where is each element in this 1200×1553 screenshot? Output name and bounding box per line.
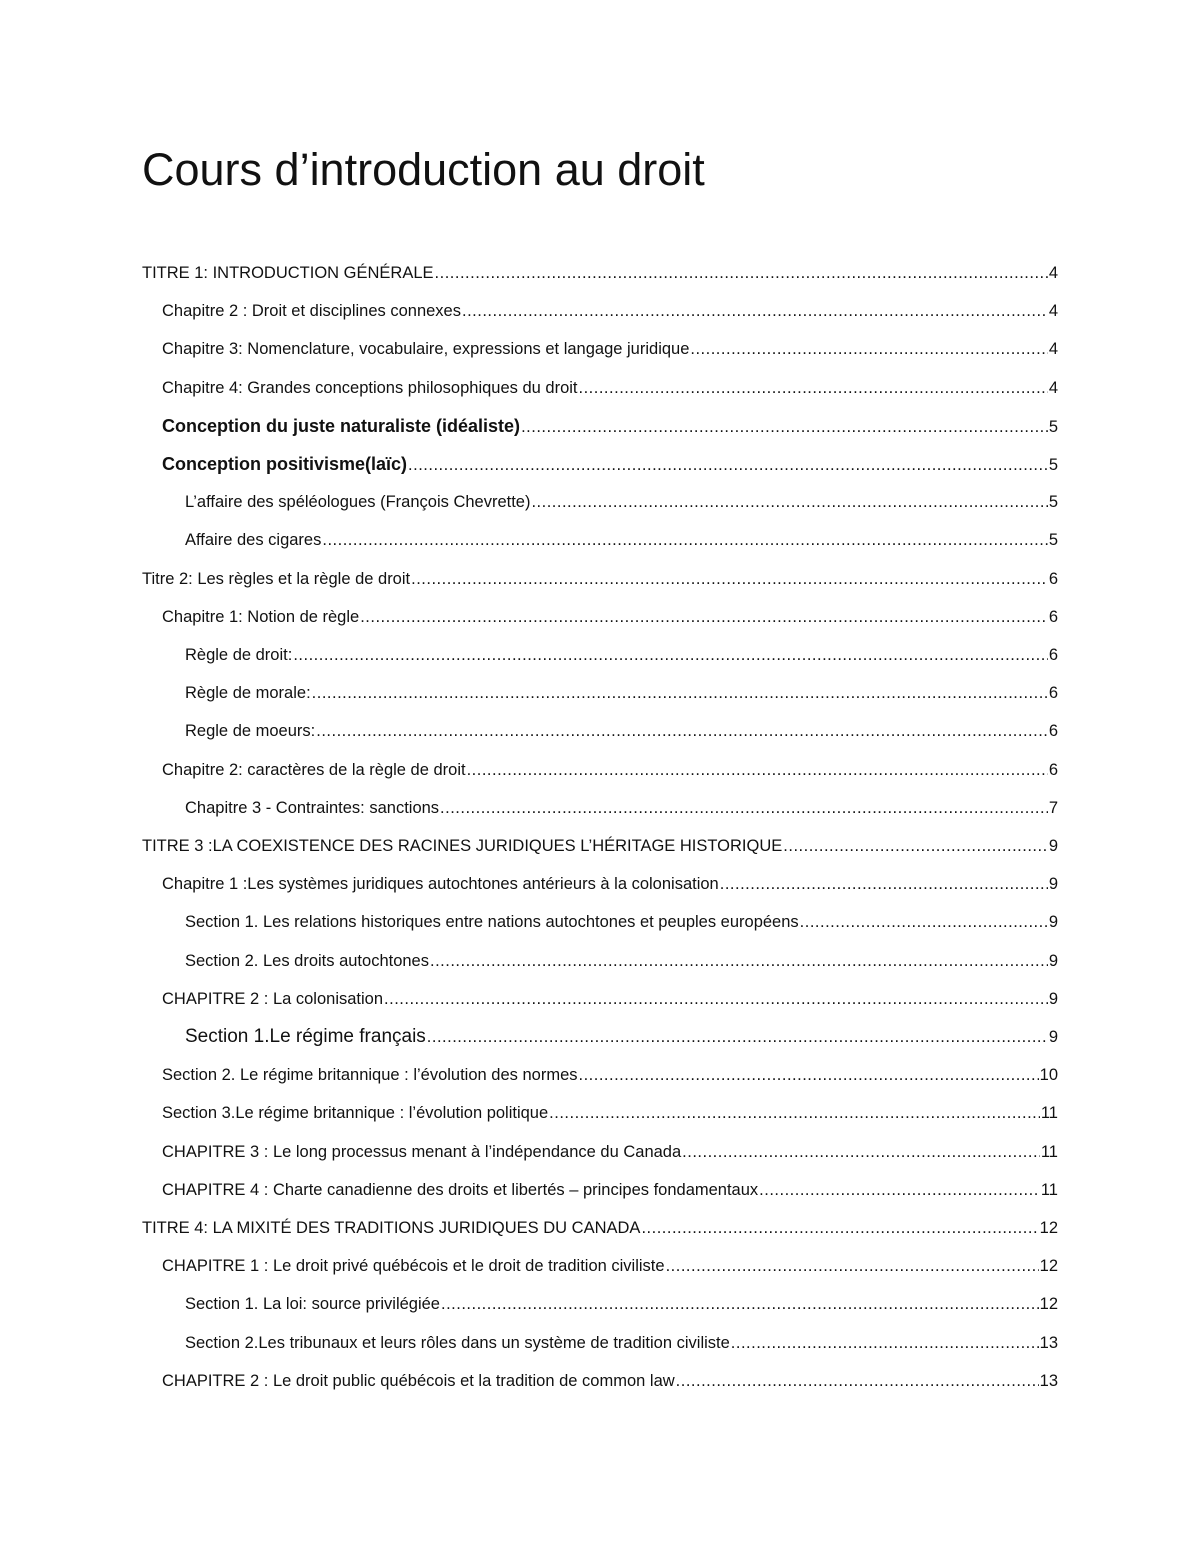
toc-entry[interactable]: [185, 789, 1058, 827]
toc-entry-page-number: 13: [1039, 1333, 1058, 1352]
toc-entry-label: Conception positivisme(laïc): [162, 454, 408, 474]
toc-entry[interactable]: [142, 827, 1058, 865]
toc-entry[interactable]: [185, 712, 1058, 750]
toc-entry-page-number: 11: [1040, 1104, 1058, 1123]
toc-entry[interactable]: [162, 1362, 1058, 1400]
toc-entry-page-number: 11: [1040, 1180, 1058, 1199]
toc-entry[interactable]: [185, 636, 1058, 674]
toc-entry[interactable]: [142, 560, 1058, 598]
dot-leader: [720, 865, 1048, 903]
toc-entry[interactable]: [185, 1018, 1058, 1056]
toc-entry-label: L’affaire des spéléologues (François Chevrette): [185, 493, 531, 512]
toc-entry-page-number: 6: [1048, 569, 1058, 588]
dot-leader: [676, 1362, 1039, 1400]
toc-entry[interactable]: [162, 445, 1058, 483]
toc-entry-label: Affaire des cigares: [185, 531, 322, 550]
toc-entry[interactable]: [185, 521, 1058, 559]
toc-entry-label: TITRE 4: LA MIXITÉ DES TRADITIONS JURIDIQUES DU CANADA: [142, 1219, 641, 1237]
dot-leader: [316, 712, 1048, 750]
toc-entry-label: Règle de morale:: [185, 684, 311, 703]
dot-leader: [427, 1018, 1048, 1056]
toc-entry[interactable]: [162, 1133, 1058, 1171]
toc-entry-label: TITRE 3 :LA COEXISTENCE DES RACINES JURIDIQUES L’HÉRITAGE HISTORIQUE: [142, 837, 783, 855]
toc-entry-page-number: 5: [1048, 531, 1058, 550]
dot-leader: [322, 521, 1047, 559]
toc-entry-page-number: 9: [1048, 951, 1058, 970]
toc-entry[interactable]: [162, 980, 1058, 1018]
toc-entry[interactable]: [185, 942, 1058, 980]
toc-entry-page-number: 6: [1048, 760, 1058, 779]
toc-entry-page-number: 13: [1039, 1371, 1058, 1390]
toc-entry-page-number: 6: [1048, 684, 1058, 703]
dot-leader: [800, 903, 1048, 941]
toc-entry-page-number: 5: [1048, 456, 1058, 474]
toc-entry[interactable]: [185, 1324, 1058, 1362]
dot-leader: [682, 1133, 1040, 1171]
toc-entry-label: Chapitre 2 : Droit et disciplines connexes: [162, 302, 461, 321]
toc-entry-label: CHAPITRE 2 : La colonisation: [162, 989, 384, 1008]
document-title: Cours d’introduction au droit: [142, 144, 705, 195]
dot-leader: [411, 560, 1048, 598]
toc-entry-label: Section 2. Le régime britannique : l’évolution des normes: [162, 1066, 578, 1085]
dot-leader: [312, 674, 1048, 712]
toc-entry-label: Section 2. Les droits autochtones: [185, 951, 429, 970]
toc-entry[interactable]: [162, 1247, 1058, 1285]
toc-entry-label: TITRE 1: INTRODUCTION GÉNÉRALE: [142, 264, 434, 282]
dot-leader: [783, 827, 1048, 865]
dot-leader: [690, 330, 1047, 368]
toc-entry[interactable]: [142, 1209, 1058, 1247]
toc-entry-page-number: 5: [1048, 493, 1058, 512]
dot-leader: [435, 254, 1048, 292]
toc-entry-label: Section 2.Les tribunaux et leurs rôles dans un système de tradition civiliste: [185, 1333, 730, 1352]
toc-entry-label: Chapitre 4: Grandes conceptions philosophiques du droit: [162, 378, 578, 397]
toc-entry-page-number: 9: [1048, 989, 1058, 1008]
dot-leader: [641, 1209, 1038, 1247]
dot-leader: [731, 1324, 1039, 1362]
dot-leader: [440, 789, 1048, 827]
toc-entry-page-number: 4: [1048, 302, 1058, 321]
toc-entry-page-number: 10: [1039, 1066, 1058, 1085]
toc-entry-label: Chapitre 2: caractères de la règle de droit: [162, 760, 466, 779]
toc-entry-label: Section 1.Le régime français: [185, 1026, 426, 1047]
toc-entry[interactable]: [162, 598, 1058, 636]
toc-entry[interactable]: [162, 1094, 1058, 1132]
dot-leader: [666, 1247, 1039, 1285]
toc-entry[interactable]: [162, 751, 1058, 789]
toc-entry[interactable]: [162, 1056, 1058, 1094]
toc-entry-page-number: 9: [1048, 913, 1058, 932]
toc-entry-label: CHAPITRE 2 : Le droit public québécois et la tradition de common law: [162, 1371, 675, 1390]
toc-entry-page-number: 7: [1048, 798, 1058, 817]
toc-entry-page-number: 12: [1039, 1219, 1058, 1237]
dot-leader: [408, 446, 1048, 484]
toc-entry[interactable]: [185, 1285, 1058, 1323]
toc-entry[interactable]: [162, 369, 1058, 407]
toc-entry-label: Section 1. Les relations historiques entre nations autochtones et peuples européens: [185, 913, 799, 932]
dot-leader: [430, 942, 1048, 980]
dot-leader: [293, 636, 1047, 674]
dot-leader: [521, 408, 1048, 446]
toc-entry-page-number: 4: [1048, 264, 1058, 282]
dot-leader: [549, 1094, 1040, 1132]
toc-entry[interactable]: [162, 1171, 1058, 1209]
toc-entry-page-number: 6: [1048, 722, 1058, 741]
toc-entry-label: Regle de moeurs:: [185, 722, 316, 741]
toc-entry-page-number: 12: [1039, 1257, 1058, 1276]
toc-entry[interactable]: [162, 865, 1058, 903]
dot-leader: [759, 1171, 1040, 1209]
toc-entry-page-number: 4: [1048, 378, 1058, 397]
toc-entry-label: CHAPITRE 4 : Charte canadienne des droits et libertés – principes fondamentaux: [162, 1180, 759, 1199]
toc-entry[interactable]: [185, 903, 1058, 941]
toc-entry[interactable]: [162, 330, 1058, 368]
toc-entry-page-number: 6: [1048, 607, 1058, 626]
toc-entry-label: Conception du juste naturaliste (idéaliste): [162, 415, 521, 436]
toc-entry-label: Chapitre 1: Notion de règle: [162, 607, 360, 626]
toc-entry-label: Section 1. La loi: source privilégiée: [185, 1295, 440, 1314]
dot-leader: [462, 292, 1048, 330]
toc-entry-label: Chapitre 3: Nomenclature, vocabulaire, expressions et langage juridique: [162, 340, 690, 359]
toc-entry[interactable]: [142, 254, 1058, 292]
toc-entry-page-number: 5: [1048, 417, 1058, 436]
toc-entry[interactable]: [162, 292, 1058, 330]
toc-entry-label: Section 3.Le régime britannique : l’évolution politique: [162, 1104, 549, 1123]
toc-entry-page-number: 11: [1040, 1142, 1058, 1161]
dot-leader: [579, 1056, 1039, 1094]
toc-entry-page-number: 9: [1048, 875, 1058, 894]
dot-leader: [579, 369, 1048, 407]
toc-entry-page-number: 9: [1048, 837, 1058, 855]
toc-entry-page-number: 9: [1048, 1028, 1058, 1046]
toc-entry-label: CHAPITRE 1 : Le droit privé québécois et le droit de tradition civiliste: [162, 1257, 665, 1276]
dot-leader: [384, 980, 1048, 1018]
toc-entry-label: Chapitre 3 - Contraintes: sanctions: [185, 798, 440, 817]
toc-entry-label: Chapitre 1 :Les systèmes juridiques autochtones antérieurs à la colonisation: [162, 875, 719, 894]
toc-entry-page-number: 4: [1048, 340, 1058, 359]
toc-entry-label: Règle de droit:: [185, 646, 293, 664]
toc-entry-page-number: 6: [1048, 646, 1058, 664]
toc-entry-label: CHAPITRE 3 : Le long processus menant à l’indépendance du Canada: [162, 1142, 682, 1161]
toc-entry[interactable]: [185, 483, 1058, 521]
toc-entry-label: Titre 2: Les règles et la règle de droit: [142, 569, 411, 588]
dot-leader: [360, 598, 1048, 636]
toc-entry-page-number: 12: [1039, 1295, 1058, 1314]
dot-leader: [467, 751, 1048, 789]
dot-leader: [441, 1285, 1039, 1323]
toc-entry[interactable]: [185, 674, 1058, 712]
toc-entry[interactable]: [162, 407, 1058, 445]
dot-leader: [531, 483, 1047, 521]
